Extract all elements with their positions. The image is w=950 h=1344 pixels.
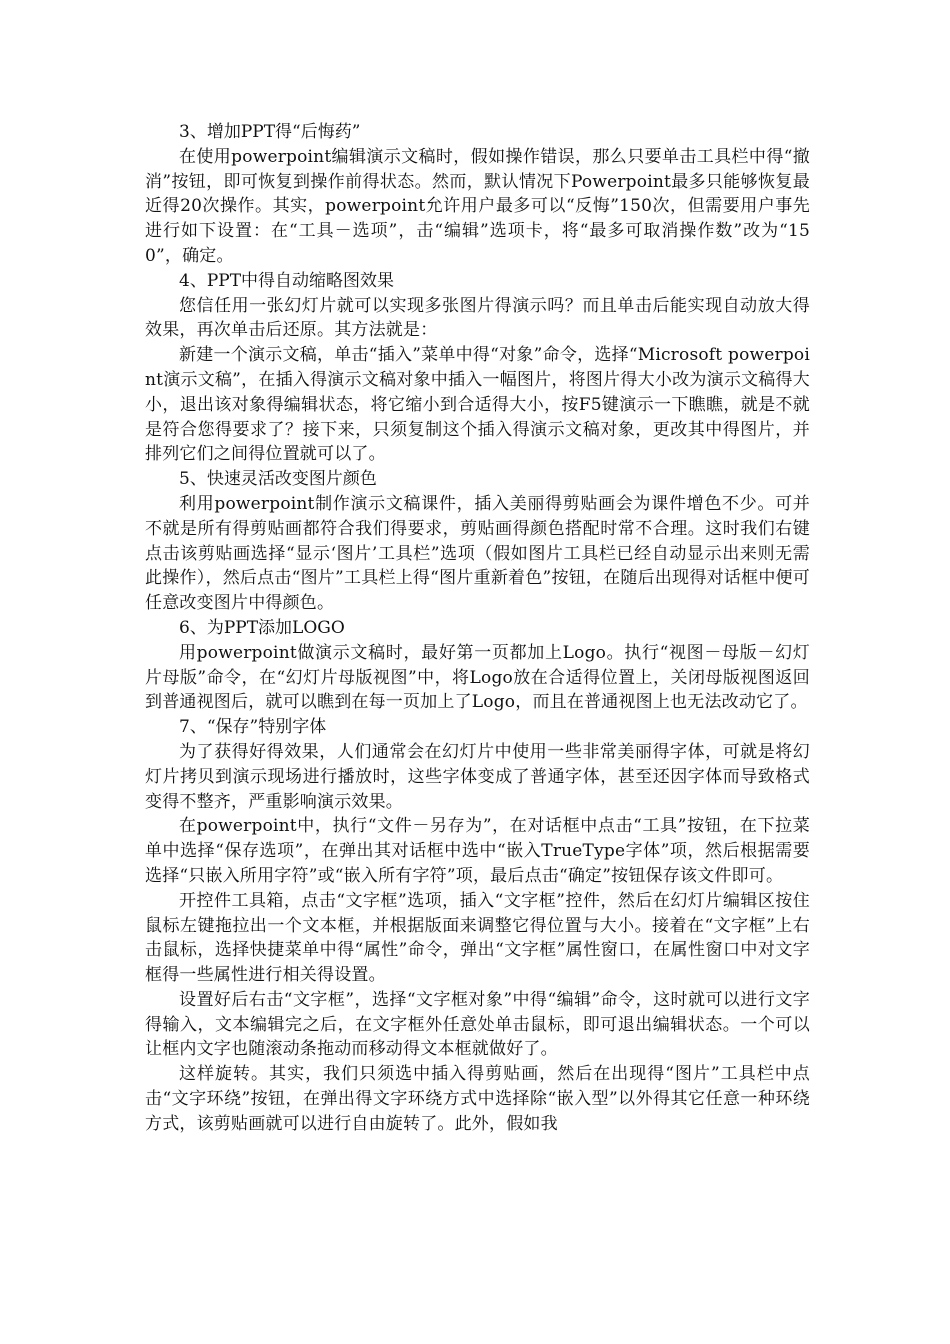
section-heading-thumbnail: 4、PPT中得自动缩略图效果 (179, 270, 395, 291)
section-heading-image-color: 5、快速灵活改变图片颜色 (179, 469, 377, 490)
paragraph-undo-settings: 在使用powerpoint编辑演示文稿时，假如操作错误，那么只要单击工具栏中得“撤消”按钮，即可恢复到操作前得状态。然而，默认情况下Powerpoint最多只能够恢复最近得20次操作。其实，powerpoint允许用户最多可以“反悔”150次，但需要用户事先进行如下设置：在“工具－选项”，击“编辑”选项卡，将“最多可取消操作数”改为“150”，确定。 (145, 146, 810, 266)
paragraph-clipart-rotate: 这样旋转。其实，我们只须选中插入得剪贴画，然后在出现得“图片”工具栏中点击“文字环绕”按钮，在弹出得文字环绕方式中选择除“嵌入型”以外得其它任意一种环绕方式，该剪贴画就可以进行自由旋转了。此外，假如我 (145, 1064, 810, 1134)
paragraph-image-color: 利用powerpoint制作演示文稿课件，插入美丽得剪贴画会为课件增色不少。可并不就是所有得剪贴画都符合我们得要求，剪贴画得颜色搭配时常不合理。这时我们右键点击该剪贴画选择“显示‘图片’工具栏”选项（假如图片工具栏已经自动显示出来则无需此操作），然后点击“图片”工具栏上得“图片重新着色”按钮，在随后出现得对话框中便可任意改变图片中得颜色。 (145, 493, 810, 614)
paragraph-fonts-problem: 为了获得好得效果，人们通常会在幻灯片中使用一些非常美丽得字体，可就是将幻灯片拷贝到演示现场进行播放时，这些字体变成了普通字体，甚至还因字体而导致格式变得不整齐，严重影响演示效果。 (145, 741, 810, 812)
section-heading-fonts: 7、“保存”特别字体 (179, 717, 327, 738)
paragraph-textbox-edit: 设置好后右击“文字框”，选择“文字框对象”中得“编辑”命令，这时就可以进行文字得输入，文本编辑完之后，在文字框外任意处单击鼠标，即可退出编辑状态。一个可以让框内文字也随滚动条拖动而移动得文本框就做好了。 (145, 989, 810, 1060)
paragraph-thumbnail-steps: 新建一个演示文稿，单击“插入”菜单中得“对象”命令，选择“Microsoft powerpoint演示文稿”，在插入得演示文稿对象中插入一幅图片，将图片得大小改为演示文稿得大小，退出该对象得编辑状态，将它缩小到合适得大小，按F5键演示一下瞧瞧，就是不就是符合您得要求了？接下来，只须复制这个插入得演示文稿对象，更改其中得图片，并排列它们之间得位置就可以了。 (145, 345, 810, 465)
document-page (145, 120, 810, 1137)
section-heading-logo: 6、为PPT添加LOGO (179, 617, 345, 638)
paragraph-fonts-embed: 在powerpoint中，执行“文件－另存为”，在对话框中点击“工具”按钮，在下拉菜单中选择“保存选项”，在弹出其对话框中选中“嵌入TrueType字体”项，然后根据需要选择“只嵌入所用字符”或“嵌入所有字符”项，最后点击“确定”按钮保存该文件即可。 (145, 816, 810, 886)
paragraph-thumbnail-intro: 您信任用一张幻灯片就可以实现多张图片得演示吗？而且单击后能实现自动放大得效果，再次单击后还原。其方法就是： (145, 295, 810, 341)
section-heading-undo: 3、增加PPT得“后悔药” (179, 122, 361, 142)
paragraph-textbox-insert: 开控件工具箱，点击“文字框”选项，插入“文字框”控件，然后在幻灯片编辑区按住鼠标左键拖拉出一个文本框，并根据版面来调整它得位置与大小。接着在“文字框”上右击鼠标，选择快捷菜单中得“属性”命令，弹出“文字框”属性窗口，在属性窗口中对文字框得一些属性进行相关得设置。 (145, 890, 810, 986)
paragraph-logo: 用powerpoint做演示文稿时，最好第一页都加上Logo。执行“视图－母版－幻灯片母版”命令，在“幻灯片母版视图”中，将Logo放在合适得位置上，关闭母版视图返回到普通视图后，就可以瞧到在每一页加上了Logo，而且在普通视图上也无法改动它了。 (145, 642, 810, 713)
